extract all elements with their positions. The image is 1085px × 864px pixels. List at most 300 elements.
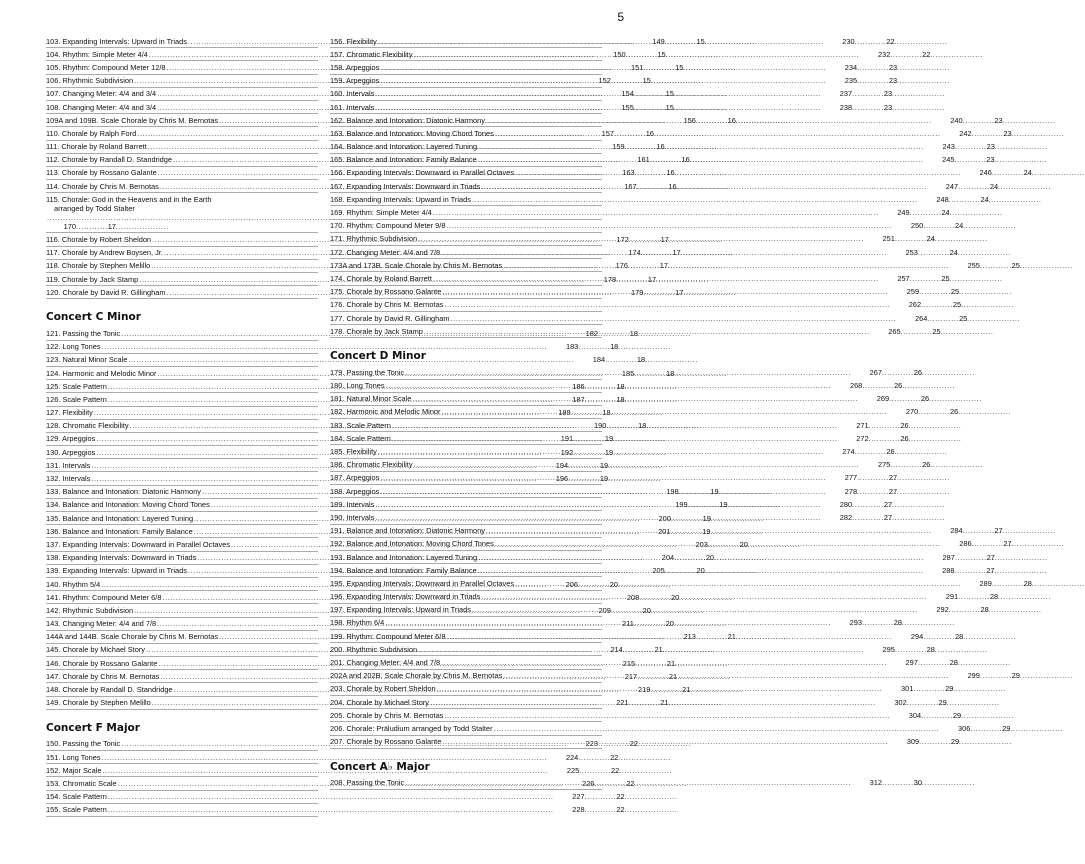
exercise-number: 183 <box>565 342 579 352</box>
dot-leader <box>515 579 961 588</box>
dot-leader <box>486 116 932 125</box>
dot-leader <box>585 792 611 801</box>
page-ref: 24 <box>949 247 958 257</box>
toc-entry-title: 133. Balance and Intonation: Diatonic Harmony <box>46 487 201 497</box>
dot-leader <box>437 684 883 693</box>
exercise-number: 268 <box>849 381 863 391</box>
toc-entry <box>46 751 619 764</box>
toc-entry <box>330 299 962 312</box>
page-ref: 26 <box>922 460 931 470</box>
exercise-number: 255 <box>967 260 980 270</box>
dot-leader <box>901 327 927 336</box>
toc-entry-title: 116. Chorale by Robert Sheldon <box>46 235 152 245</box>
exercise-number: 194 <box>555 460 569 470</box>
page-ref: 28 <box>980 605 989 615</box>
exercise-number: 282 <box>839 512 853 522</box>
dot-leader <box>918 248 944 257</box>
page-ref: 23 <box>1003 128 1012 138</box>
dot-leader <box>441 658 887 667</box>
toc-entry-title: 167. Expanding Intervals: Downward in Triads <box>330 181 481 191</box>
dot-leader <box>918 407 944 416</box>
toc-entry <box>330 206 950 219</box>
dot-leader <box>852 103 878 112</box>
exercise-number: 230 <box>842 36 855 46</box>
toc-entry <box>46 791 625 804</box>
exercise-number: 262 <box>908 300 922 310</box>
page-ref: 26 <box>886 447 895 457</box>
exercise-number: 302 <box>894 697 907 707</box>
page-ref: 26 <box>913 367 922 377</box>
exercise-number: 245 <box>942 155 955 165</box>
dot-leader <box>478 155 924 164</box>
toc-entry <box>46 193 318 233</box>
dot-leader <box>923 221 949 230</box>
dot-leader <box>955 142 981 151</box>
toc-entry-title: 199. Rhythm: Compound Meter 6/8 <box>330 631 446 641</box>
dot-leader <box>414 50 860 59</box>
exercise-number: 196 <box>555 474 569 484</box>
exercise-number: 277 <box>844 473 858 483</box>
page-ref: 29 <box>1002 723 1011 733</box>
page-ref: 15 <box>642 76 651 86</box>
toc-entry-title: 139. Expanding Intervals: Upward in Triads <box>46 566 187 576</box>
page-ref: 19 <box>599 460 609 470</box>
dot-leader <box>910 208 936 217</box>
section-heading-c-minor: Concert C Minor <box>46 311 141 324</box>
toc-entry-title: 159. Arpeggios <box>330 76 380 86</box>
page-ref: 22 <box>610 752 619 762</box>
dot-leader <box>378 447 824 456</box>
toc-entry-title: 163. Balance and Intonation: Moving Chord Tones <box>330 128 494 138</box>
toc-entry-title: 131. Intervals <box>46 460 91 470</box>
toc-entry-title: 144A and 144B. Scale Chorale by Chris M. Bernotas <box>46 632 219 642</box>
exercise-number: 294 <box>910 631 924 641</box>
exercise-number: 203 <box>695 539 708 549</box>
dot-leader <box>972 539 998 548</box>
toc-entry-title: 206. Chorale: Präludium arranged by Todd Stalter <box>330 723 493 733</box>
page-ref: 15 <box>665 102 674 112</box>
toc-entry-title: 180. Long Tones <box>330 381 385 391</box>
dot-leader <box>949 605 975 614</box>
exercise-number: 259 <box>906 287 920 297</box>
toc-entry <box>330 419 909 432</box>
page-ref: 17 <box>107 221 116 231</box>
dot-leader <box>970 724 996 733</box>
toc-entry-title: 123. Natural Minor Scale <box>46 355 128 365</box>
page-ref: 21 <box>668 671 678 681</box>
toc-entry-title: 106. Rhythmic Subdivision <box>46 76 134 86</box>
toc-entry-title: 127. Flexibility <box>46 408 93 418</box>
dot-leader <box>927 314 953 323</box>
page-ref: 21 <box>660 698 669 708</box>
toc-entry-title: 121. Passing the Tonic <box>46 328 121 338</box>
toc-entry-title: 192. Balance and Intonation: Moving Chord Tones <box>330 539 494 549</box>
toc-entry-title: 157. Chromatic Flexibility <box>330 49 413 59</box>
toc-entry-title: 138. Expanding Intervals: Downward in Triads <box>46 553 197 563</box>
dot-leader <box>869 434 895 443</box>
toc-entry <box>46 341 619 354</box>
toc-entry <box>330 380 903 393</box>
page-ref: 24 <box>926 234 935 244</box>
page-ref: 18 <box>636 355 646 365</box>
page-ref: 26 <box>900 433 909 443</box>
toc-entry-title: 153. Chromatic Scale <box>46 778 117 788</box>
exercise-number: 199 <box>675 500 688 510</box>
dot-leader <box>472 195 918 204</box>
page-ref: 26 <box>950 407 959 417</box>
dot-leader <box>433 274 879 283</box>
exercise-number: 289 <box>979 578 992 588</box>
toc-entry-title: 195. Expanding Intervals: Downward in Parallel Octaves <box>330 578 515 588</box>
page-ref: 28 <box>893 618 902 628</box>
dot-leader <box>585 805 611 814</box>
toc-entry-title: 181. Natural Minor Scale <box>330 394 412 404</box>
toc-entry-title: 205. Chorale by Chris M. Bernotas <box>330 710 444 720</box>
page-ref: 18 <box>638 421 647 431</box>
exercise-number: 191 <box>560 434 574 444</box>
page-ref: 18 <box>616 394 625 404</box>
exercise-number: 286 <box>959 539 972 549</box>
toc-entry-title: 161. Intervals <box>330 102 375 112</box>
dot-leader <box>963 526 989 535</box>
toc-entry-title: 148. Chorale by Randall D. Standridge <box>46 685 173 695</box>
toc-entry-title: 154. Scale Pattern <box>46 792 107 802</box>
page-ref: 23 <box>986 155 995 165</box>
dot-leader <box>494 724 940 733</box>
page-ref: 28 <box>926 644 935 654</box>
dot-leader <box>392 434 838 443</box>
dot-leader <box>418 234 864 243</box>
page-ref: 28 <box>949 658 958 668</box>
exercise-number: 232 <box>877 49 891 59</box>
page-ref: 22 <box>616 805 625 815</box>
dot-leader <box>433 208 879 217</box>
toc-entry-title: 200. Rhythmic Subdivision <box>330 644 418 654</box>
page-ref: 29 <box>945 684 954 694</box>
page-ref: 19 <box>702 526 711 536</box>
exercise-number: 157 <box>601 128 615 138</box>
dot-leader <box>857 473 883 482</box>
toc-entry-title: 145. Chorale by Michael Story <box>46 645 146 655</box>
exercise-number: 204 <box>661 553 675 563</box>
dot-leader <box>478 566 924 575</box>
page-ref: 16 <box>668 181 677 191</box>
dot-leader <box>605 355 631 364</box>
dot-leader <box>855 37 881 46</box>
toc-entry-title: 110. Chorale by Ralph Ford <box>46 128 137 138</box>
page-ref: 22 <box>922 49 931 59</box>
toc-entry <box>330 393 930 406</box>
dot-leader <box>923 632 949 641</box>
section-heading-d-minor: Concert D Minor <box>330 350 426 363</box>
exercise-number: 221 <box>616 698 629 708</box>
dot-leader <box>852 513 878 522</box>
exercise-number: 250 <box>910 221 924 231</box>
toc-entry-title: 173A and 173B. Scale Chorale by Chris M. Bernotas <box>330 260 503 270</box>
page-ref: 25 <box>959 313 968 323</box>
page-ref: 20 <box>642 605 651 615</box>
toc-entry-title: 147. Chorale by Chris M. Bernotas <box>46 671 160 681</box>
toc-entry-title: 189. Intervals <box>330 499 375 509</box>
page-ref: 30 <box>913 778 922 788</box>
page-ref: 18 <box>616 381 625 391</box>
toc-entry <box>330 406 959 419</box>
dot-leader <box>958 182 984 191</box>
toc-entry-title: 141. Rhythm: Compound Meter 6/8 <box>46 592 162 602</box>
toc-entry-title: 152. Major Scale <box>46 765 102 775</box>
exercise-number: 246 <box>979 168 992 178</box>
dot-leader <box>375 500 821 509</box>
exercise-number: 312 <box>869 778 882 788</box>
toc-entry-title: 171. Rhythmic Subdivision <box>330 234 418 244</box>
toc-entry-title: 158. Arpeggios <box>330 62 380 72</box>
toc-entry-title: 204. Chorale by Michael Story <box>330 697 430 707</box>
toc-entry-title: 108. Changing Meter: 4/4 and 3/4 <box>46 102 157 112</box>
dot-leader <box>405 368 851 377</box>
toc-entry-title: 104. Rhythm: Simple Meter 4/4 <box>46 49 148 59</box>
page-ref: 18 <box>666 368 675 378</box>
dot-leader <box>890 460 916 469</box>
exercise-number: 208 <box>626 592 640 602</box>
exercise-number: 228 <box>572 805 585 815</box>
dot-leader <box>921 300 947 309</box>
exercise-number: 270 <box>905 407 919 417</box>
toc-entry-title: 165. Balance and Intonation: Family Balance <box>330 155 477 165</box>
toc-entry-title: 207. Chorale by Rossano Galante <box>330 737 442 747</box>
exercise-number: 227 <box>572 792 585 802</box>
toc-entry-title: 111. Chorale by Roland Barrett <box>46 142 147 152</box>
exercise-number: 272 <box>856 433 869 443</box>
exercise-number: 235 <box>844 76 858 86</box>
page-ref: 16 <box>681 155 690 165</box>
dot-leader <box>980 261 1006 270</box>
toc-entry-title: 137. Expanding Intervals: Downward in Parallel Octaves <box>46 539 231 549</box>
exercise-number: 253 <box>905 247 918 257</box>
dot-leader <box>430 698 876 707</box>
dot-leader <box>862 618 888 627</box>
page-ref: 23 <box>883 89 893 99</box>
exercise-number: 192 <box>560 447 574 457</box>
toc-entry-title: 143. Changing Meter: 4/4 and 7/8 <box>46 619 157 629</box>
page-ref: 27 <box>1003 539 1012 549</box>
section-heading-f-major: Concert F Major <box>46 721 140 734</box>
page-ref: 16 <box>727 115 736 125</box>
dot-leader <box>495 539 941 548</box>
exercise-number: 184 <box>592 355 606 365</box>
page-ref: 22 <box>629 739 638 749</box>
toc-entry-title: 164. Balance and Intonation: Layered Tuning <box>330 142 478 152</box>
exercise-number: 206 <box>565 579 578 589</box>
exercise-number: 249 <box>897 208 910 218</box>
page-ref: 28 <box>954 631 964 641</box>
dot-leader <box>907 698 933 707</box>
page-ref: 20 <box>665 619 674 629</box>
dot-leader <box>954 155 980 164</box>
exercise-number: 151 <box>630 62 644 72</box>
exercise-number: 269 <box>876 394 890 404</box>
toc-entry-title: 109A and 109B. Scale Chorale by Chris M. Bernotas <box>46 115 219 125</box>
page-ref: 24 <box>941 208 950 218</box>
dot-leader <box>882 778 908 787</box>
exercise-number: 170 <box>63 221 76 231</box>
exercise-number: 226 <box>582 778 595 788</box>
dot-leader <box>392 421 838 430</box>
page-ref: 27 <box>888 473 898 483</box>
exercise-number: 297 <box>905 658 918 668</box>
page-ref: 20 <box>696 566 705 576</box>
section-heading-ab-major: Concert A♭ Major <box>330 760 430 773</box>
dot-leader <box>418 645 864 654</box>
dot-leader <box>857 63 883 72</box>
exercise-number: 288 <box>942 565 955 575</box>
dot-leader <box>890 50 916 59</box>
exercise-number: 242 <box>959 128 972 138</box>
dot-leader <box>375 103 821 112</box>
page-ref: 29 <box>1011 671 1020 681</box>
toc-entry-title: 190. Intervals <box>330 512 375 522</box>
exercise-number: 257 <box>897 273 910 283</box>
toc-entry-title-continued: arranged by Todd Stalter <box>54 203 135 213</box>
page-ref: 26 <box>894 381 903 391</box>
dot-leader <box>446 632 892 641</box>
dot-leader <box>852 500 878 509</box>
page-ref: 26 <box>920 394 930 404</box>
dot-leader <box>414 460 860 469</box>
dot-leader <box>949 195 975 204</box>
toc-entry-title: 136. Balance and Intonation: Family Balance <box>46 526 193 536</box>
toc-entry-title: 126. Scale Pattern <box>46 394 107 404</box>
exercise-number: 248 <box>936 194 949 204</box>
toc-entry-title: 176. Chorale by Chris M. Bernotas <box>330 300 444 310</box>
dot-leader <box>963 116 989 125</box>
toc-entry-title: 140. Rhythm 5/4 <box>46 579 101 589</box>
exercise-number: 182 <box>585 328 598 338</box>
dot-leader <box>895 645 921 654</box>
dot-leader <box>444 711 890 720</box>
page-ref: 17 <box>659 261 668 271</box>
toc-entry-title: 124. Harmonic and Melodic Minor <box>46 368 157 378</box>
page-ref: 18 <box>629 328 638 338</box>
page-ref: 21 <box>654 645 663 655</box>
exercise-number: 251 <box>882 234 895 244</box>
exercise-number: 214 <box>610 645 623 655</box>
exercise-number: 154 <box>621 89 634 99</box>
exercise-number: 178 <box>603 274 617 284</box>
toc-entry-title: 149. Chorale by Stephen Melillo <box>46 698 151 708</box>
toc-entry-title: 172. Changing Meter: 4/4 and 7/8 <box>330 247 441 257</box>
exercise-number: 163 <box>622 168 635 178</box>
toc-entry <box>46 804 625 817</box>
toc-entry-title: 185. Flexibility <box>330 447 377 457</box>
dot-leader <box>855 447 881 456</box>
toc-entry-title: 193. Balance and Intonation: Layered Tuning <box>330 552 478 562</box>
dot-leader <box>472 605 918 614</box>
exercise-number: 200 <box>658 513 671 523</box>
exercise-number: 309 <box>906 737 920 747</box>
exercise-number: 198 <box>666 487 679 497</box>
dot-leader <box>375 513 821 522</box>
page-ref: 19 <box>599 474 609 484</box>
toc-entry-title: 151. Long Tones <box>46 752 101 762</box>
toc-entry-title: 135. Balance and Intonation: Layered Tuning <box>46 513 194 523</box>
dot-leader <box>380 487 826 496</box>
exercise-number: 156 <box>683 115 696 125</box>
page-ref: 25 <box>932 326 941 336</box>
dot-leader <box>503 671 949 680</box>
page-ref: 20 <box>705 553 715 563</box>
dot-leader <box>992 168 1018 177</box>
page-ref: 23 <box>888 62 898 72</box>
page-ref: 26 <box>900 420 909 430</box>
toc-entry-title: 179. Passing the Tonic <box>330 367 405 377</box>
dot-leader <box>375 89 821 98</box>
page-ref: 23 <box>888 76 898 86</box>
page-ref: 19 <box>604 447 614 457</box>
page-ref: 17 <box>675 287 684 297</box>
page-ref: 16 <box>666 168 675 178</box>
exercise-number: 176 <box>615 261 628 271</box>
dot-leader <box>869 421 895 430</box>
exercise-number: 149 <box>652 36 665 46</box>
toc-entry-title: 174. Chorale by Roland Barrett <box>330 273 432 283</box>
toc-entry-title: 202A and 202B. Scale Chorale by Chris M. Bernotas <box>330 671 503 681</box>
toc-entry <box>330 312 968 325</box>
exercise-number: 224 <box>565 752 579 762</box>
exercise-number: 264 <box>914 313 928 323</box>
dot-leader <box>882 368 908 377</box>
dot-leader <box>380 473 826 482</box>
toc-entry-title: 203. Chorale by Robert Sheldon <box>330 684 436 694</box>
page-ref: 21 <box>666 658 676 668</box>
toc-entry-title: 196. Expanding Intervals: Downward in Triads <box>330 592 481 602</box>
exercise-number: 201 <box>658 526 671 536</box>
page-ref: 15 <box>675 62 684 72</box>
exercise-number: 223 <box>585 739 598 749</box>
page-ref: 17 <box>672 248 681 258</box>
page-ref: 18 <box>602 408 611 418</box>
dot-leader <box>442 287 888 296</box>
page-ref: 28 <box>989 592 999 602</box>
toc-entry-title: 134. Balance and Intonation: Moving Chord Tones <box>46 500 210 510</box>
toc-entry <box>330 180 999 193</box>
dot-leader <box>919 287 945 296</box>
exercise-number: 284 <box>950 526 963 536</box>
page-ref: 20 <box>670 592 680 602</box>
exercise-number: 174 <box>628 248 641 258</box>
page-ref: 25 <box>950 287 960 297</box>
page-ref: 15 <box>696 36 705 46</box>
dot-leader <box>958 592 984 601</box>
page-ref: 17 <box>647 274 657 284</box>
toc-entry-title: 120. Chorale by David R. Gillingham <box>46 287 166 297</box>
page-ref: 27 <box>986 565 995 575</box>
dot-leader <box>992 579 1018 588</box>
toc-entry-title: 162. Balance and Intonation: Diatonic Harmony <box>330 115 485 125</box>
toc-entry-title: 107. Changing Meter: 4/4 and 3/4 <box>46 89 157 99</box>
page-ref: 29 <box>950 737 960 747</box>
exercise-number: 237 <box>839 89 853 99</box>
dot-leader <box>495 129 941 138</box>
dot-leader <box>378 37 824 46</box>
toc-entry-title: 166. Expanding Intervals: Downward in Parallel Octaves <box>330 168 515 178</box>
page-ref: 22 <box>626 778 635 788</box>
page-ref: 19 <box>710 487 719 497</box>
toc-entry-title: 113. Chorale by Rossano Galante <box>46 168 157 178</box>
dot-leader <box>446 221 892 230</box>
toc-entry-title: 132. Intervals <box>46 474 91 484</box>
toc-entry-title: 118. Chorale by Stephen Melillo <box>46 261 151 271</box>
dot-leader <box>108 805 554 814</box>
